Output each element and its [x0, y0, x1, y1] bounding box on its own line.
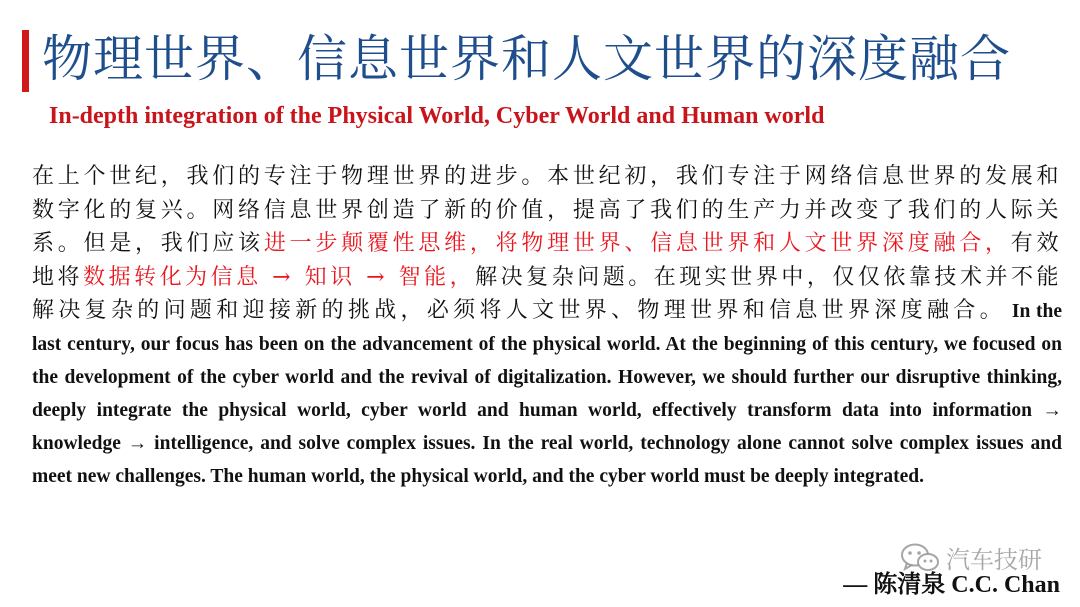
body-paragraph — [32, 160, 1062, 493]
en-text: In the last century, our focus has been on the advancement of the physical world. At the beginning of this century, we focused on the development of the cyber world and the revival of digitalization. However, we should further our disruptive thinking, deeply integrate the physical world, cyber world and human world, effectively transform data into information → knowledge → intelligence, and solve complex issues. In the real world, technology alone cannot solve complex issues and meet new challenges. The human world, the physical world, and the cyber world must be deeply integrated. — [32, 301, 1062, 487]
cn-highlight-data: 数据转化为信息 → 知识 → 智能， — [83, 264, 476, 290]
cn-highlight-integration: 进一步颠覆性思维，将物理世界、信息世界和人文世界深度融合， — [263, 231, 1011, 256]
page-subtitle: In-depth integration of the Physical World, Cyber World and Human world — [49, 103, 825, 129]
signature: — 陈清泉 C.C. Chan — [843, 572, 1060, 598]
page-title: 物理世界、信息世界和人文世界的深度融合 — [42, 30, 1011, 88]
cn-text-part2: 有效地将 — [32, 231, 1062, 290]
watermark-label: 汽车技研 — [946, 546, 1042, 574]
title-accent-bar — [22, 30, 29, 92]
cn-text-part3: 解决复杂问题。在现实世界中，仅仅依靠技术并不能解决复杂的问题和迎接新的挑战，必须将人文世界、物理世界和信息世界深度融合。 — [32, 264, 1062, 323]
cn-text-part1: 在上个世纪，我们的专注于物理世界的进步。本世纪初，我们专注于网络信息世界的发展和数字化的复兴。网络信息世界创造了新的价值，提高了我们的生产力并改变了我们的人际关系。但是，我们应该 — [32, 164, 1062, 256]
